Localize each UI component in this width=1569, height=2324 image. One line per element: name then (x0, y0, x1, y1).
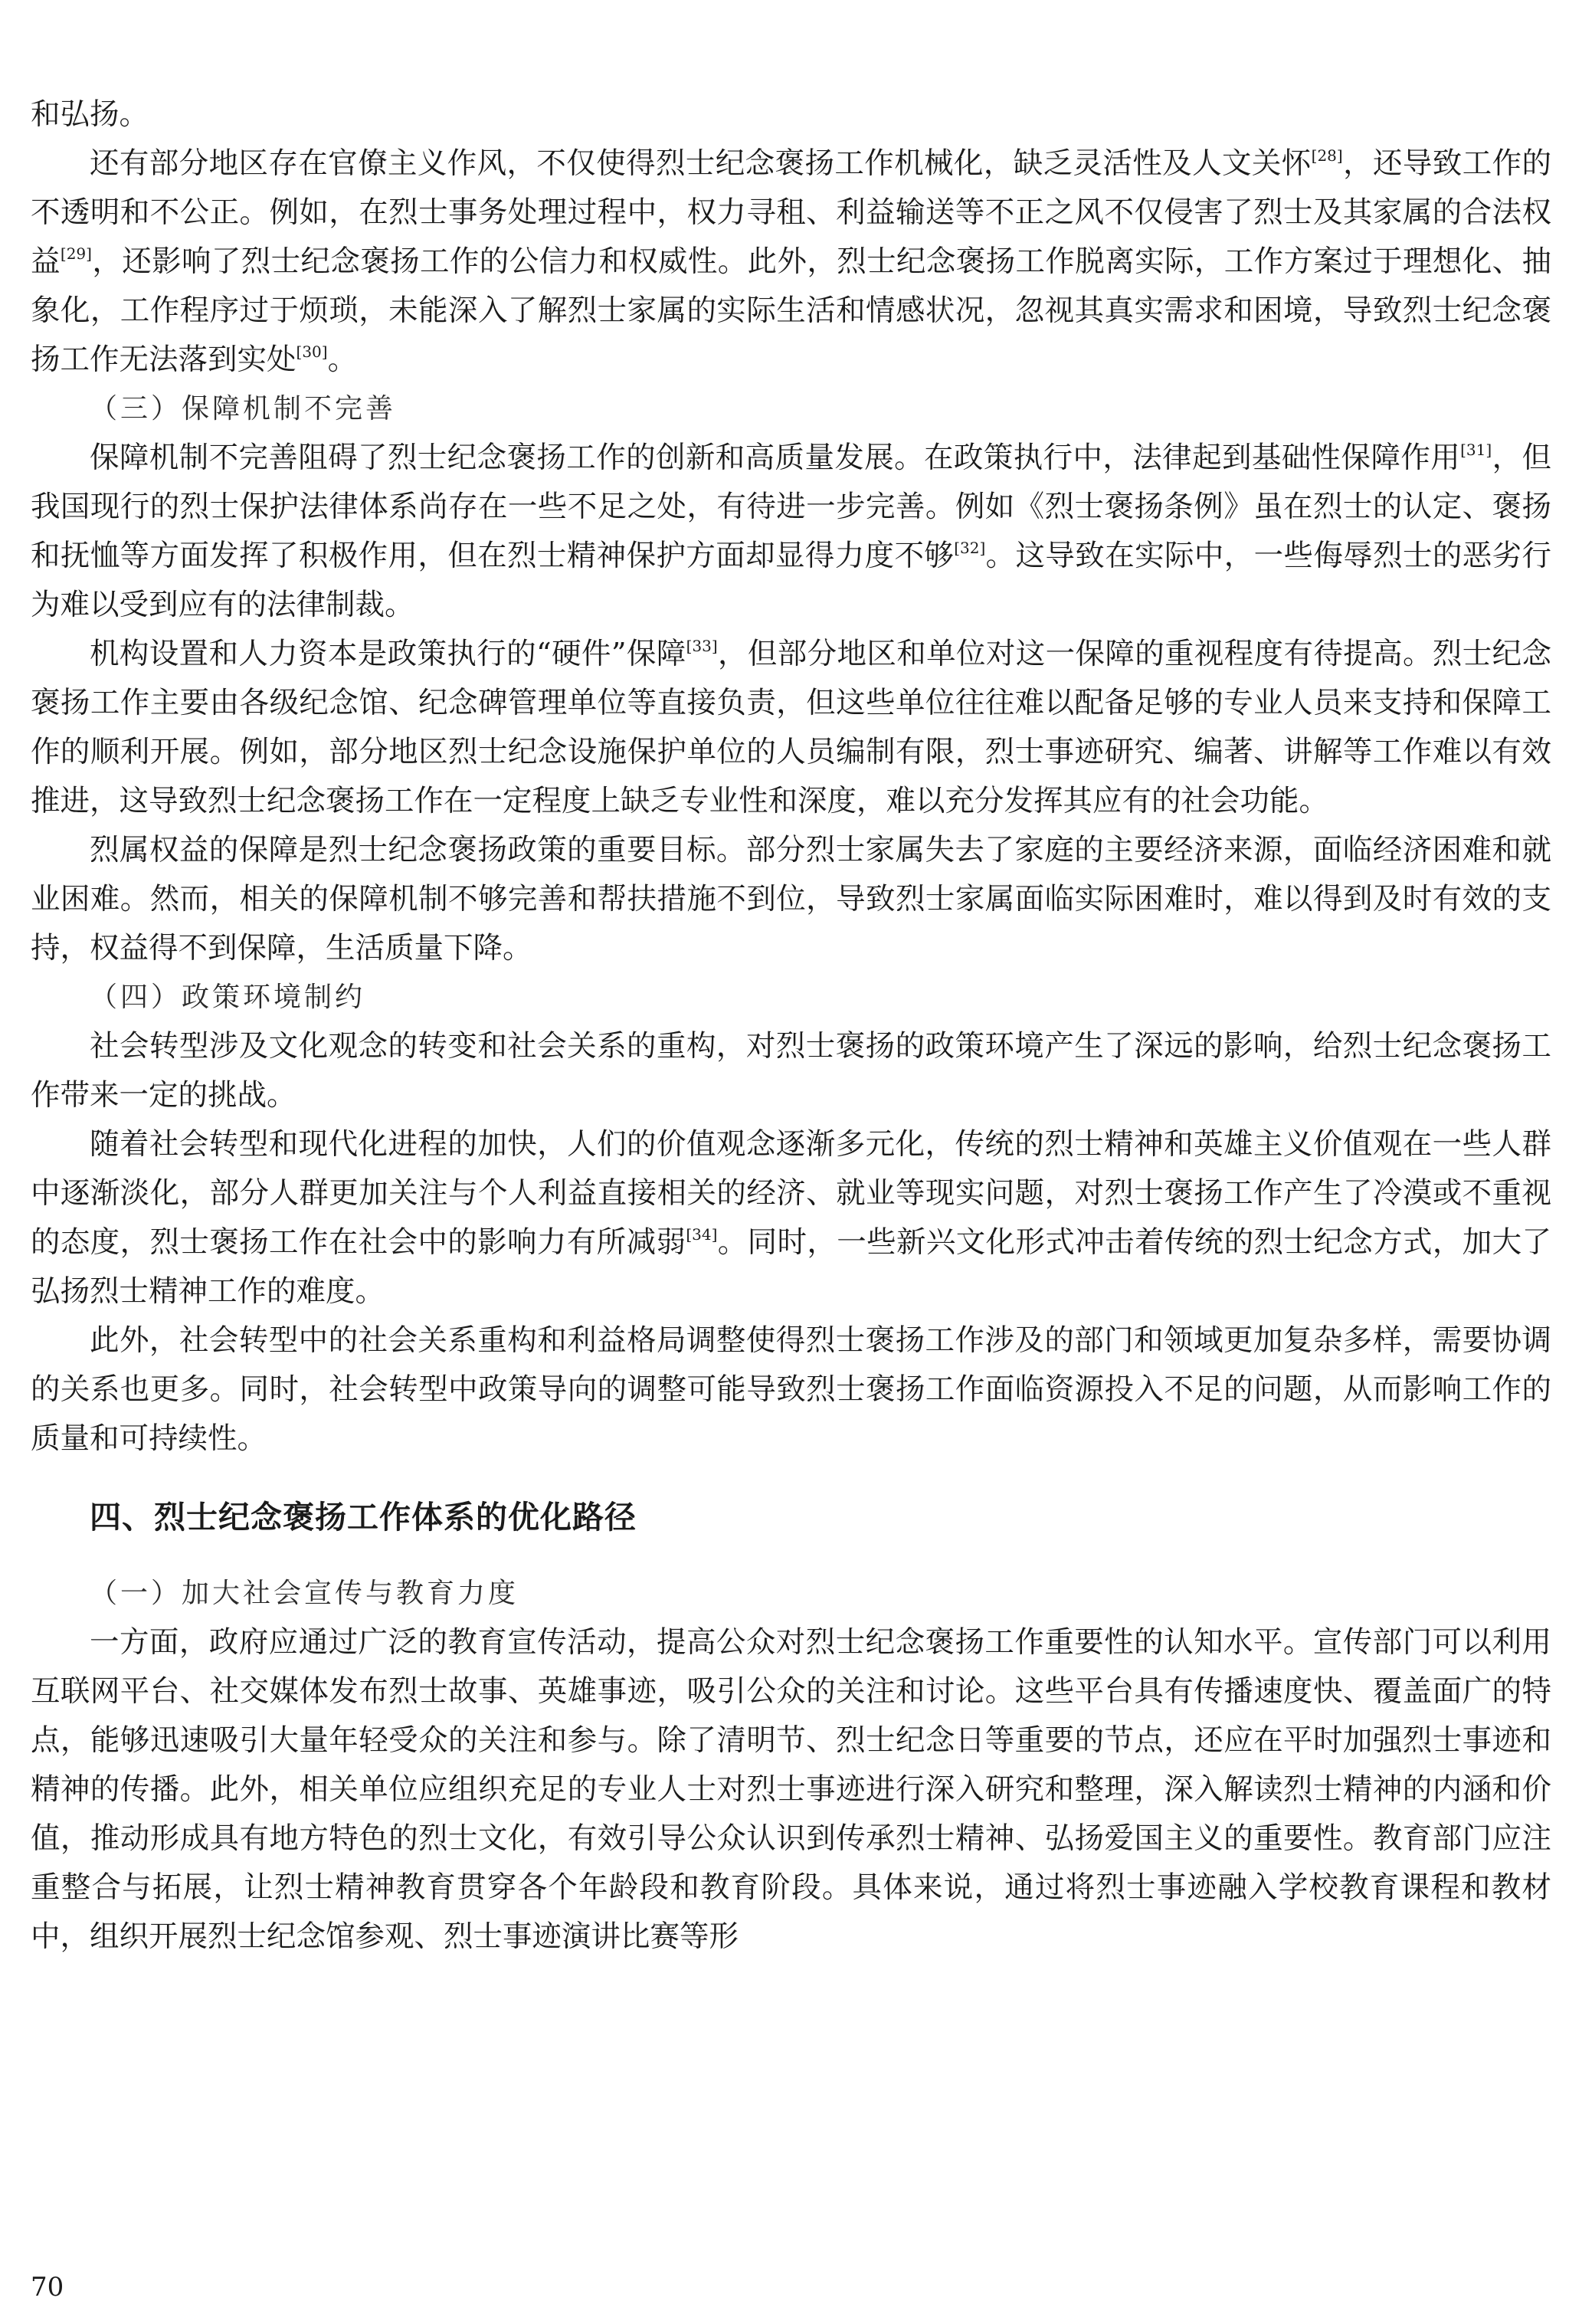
subsection-heading-3: （三）保障机制不完善 (90, 393, 397, 424)
text-run: 机构设置和人力资本是政策执行的“硬件”保障 (90, 637, 686, 671)
paragraph-coordination: 此外，社会转型中的社会关系重构和利益格局调整使得烈士褒扬工作涉及的部门和领域更加复杂多样，需要协调的关系也更多。同时，社会转型中政策导向的调整可能导致烈士褒扬工作面临资源投入不足的问题，从而影响工作的质量和可持续性。 (31, 1323, 1551, 1456)
text-run: ，还导致工作的不透明和不公正。例如，在烈士事务处理过程中，权力寻租、利益输送等不正之风不仅侵害了烈士及其家属的合法权益 (31, 146, 1551, 279)
text-run: 保障机制不完善阻碍了烈士纪念褒扬工作的创新和高质量发展。在政策执行中，法律起到基础性保障作用 (90, 441, 1461, 475)
section-heading-4: 四、烈士纪念褒扬工作体系的优化路径 (90, 1499, 637, 1536)
text-run: 。 (327, 343, 358, 377)
paragraph-social-transition: 社会转型涉及文化观念的转变和社会关系的重构，对烈士褒扬的政策环境产生了深远的影响，给烈士纪念褒扬工作带来一定的挑战。 (31, 1029, 1551, 1113)
article-body (31, 90, 1551, 1962)
text-run: 。这导致在实际中，一些侮辱烈士的恶劣行为难以受到应有的法律制裁。 (31, 539, 1551, 622)
text-run: 随着社会转型和现代化进程的加快，人们的价值观念逐渐多元化，传统的烈士精神和英雄主义价值观在一些人群中逐渐淡化，部分人群更加关注与个人利益直接相关的经济、就业等现实问题，对烈士褒扬工作产生了冷漠或不重视的态度，烈士褒扬工作在社会中的影响力有所减弱 (31, 1127, 1551, 1260)
page-number: 70 (31, 2272, 64, 2303)
text-run: ，但我国现行的烈士保护法律体系尚存在一些不足之处，有待进一步完善。例如《烈士褒扬条例》虽在烈士的认定、褒扬和抚恤等方面发挥了积极作用，但在烈士精神保护方面却显得力度不够 (31, 441, 1551, 573)
citation-31: [31] (1460, 441, 1492, 459)
subsection-heading-4-1: （一）加大社会宣传与教育力度 (90, 1578, 519, 1609)
citation-30: [30] (296, 343, 328, 361)
paragraph-publicity: 一方面，政府应通过广泛的教育宣传活动，提高公众对烈士纪念褒扬工作重要性的认知水平。宣传部门可以利用互联网平台、社交媒体发布烈士故事、英雄事迹，吸引公众的关注和讨论。这些平台具有传播速度快、覆盖面广的特点，能够迅速吸引大量年轻受众的关注和参与。除了清明节、烈士纪念日等重要的节点，还应在平时加强烈士事迹和精神的传播。此外，相关单位应组织充足的专业人士对烈士事迹进行深入研究和整理，深入解读烈士精神的内涵和价值，推动形成具有地方特色的烈士文化，有效引导公众认识到传承烈士精神、弘扬爱国主义的重要性。教育部门应注重整合与拓展，让烈士精神教育贯穿各个年龄段和教育阶段。具体来说，通过将烈士事迹融入学校教育课程和教材中，组织开展烈士纪念馆参观、烈士事迹演讲比赛等形 (31, 1625, 1551, 1954)
citation-29: [29] (60, 244, 92, 263)
paragraph-family-rights: 烈属权益的保障是烈士纪念褒扬政策的重要目标。部分烈士家属失去了家庭的主要经济来源，面临经济困难和就业困难。然而，相关的保障机制不够完善和帮扶措施不到位，导致烈士家属面临实际困难时，难以得到及时有效的支持，权益得不到保障，生活质量下降。 (31, 833, 1551, 965)
paragraph-institutions (31, 630, 1551, 826)
text-run: ，但部分地区和单位对这一保障的重视程度有待提高。烈士纪念褒扬工作主要由各级纪念馆、纪念碑管理单位等直接负责，但这些单位往往难以配备足够的专业人员来支持和保障工作的顺利开展。例如，部分地区烈士纪念设施保护单位的人员编制有限，烈士事迹研究、编著、讲解等工作难以有效推进，这导致烈士纪念褒扬工作在一定程度上缺乏专业性和深度，难以充分发挥其应有的社会功能。 (31, 637, 1551, 818)
subsection-heading-4: （四）政策环境制约 (90, 982, 366, 1013)
paragraph-continuation: 和弘扬。 (31, 97, 149, 132)
citation-28: [28] (1311, 146, 1343, 165)
paragraph-values (31, 1120, 1551, 1316)
text-run: 还有部分地区存在官僚主义作风，不仅使得烈士纪念褒扬工作机械化，缺乏灵活性及人文关怀 (90, 146, 1312, 181)
paragraph-legal-guarantee (31, 434, 1551, 630)
text-run: ，还影响了烈士纪念褒扬工作的公信力和权威性。此外，烈士纪念褒扬工作脱离实际，工作方案过于理想化、抽象化，工作程序过于烦琐，未能深入了解烈士家属的实际生活和情感状况，忽视其真实需求和困境，导致烈士纪念褒扬工作无法落到实处 (31, 244, 1551, 377)
citation-34: [34] (686, 1225, 718, 1244)
paragraph-bureaucracy (31, 139, 1551, 385)
citation-33: [33] (686, 637, 718, 655)
text-run: 。同时，一些新兴文化形式冲击着传统的烈士纪念方式，加大了弘扬烈士精神工作的难度。 (31, 1225, 1551, 1309)
citation-32: [32] (954, 539, 986, 557)
